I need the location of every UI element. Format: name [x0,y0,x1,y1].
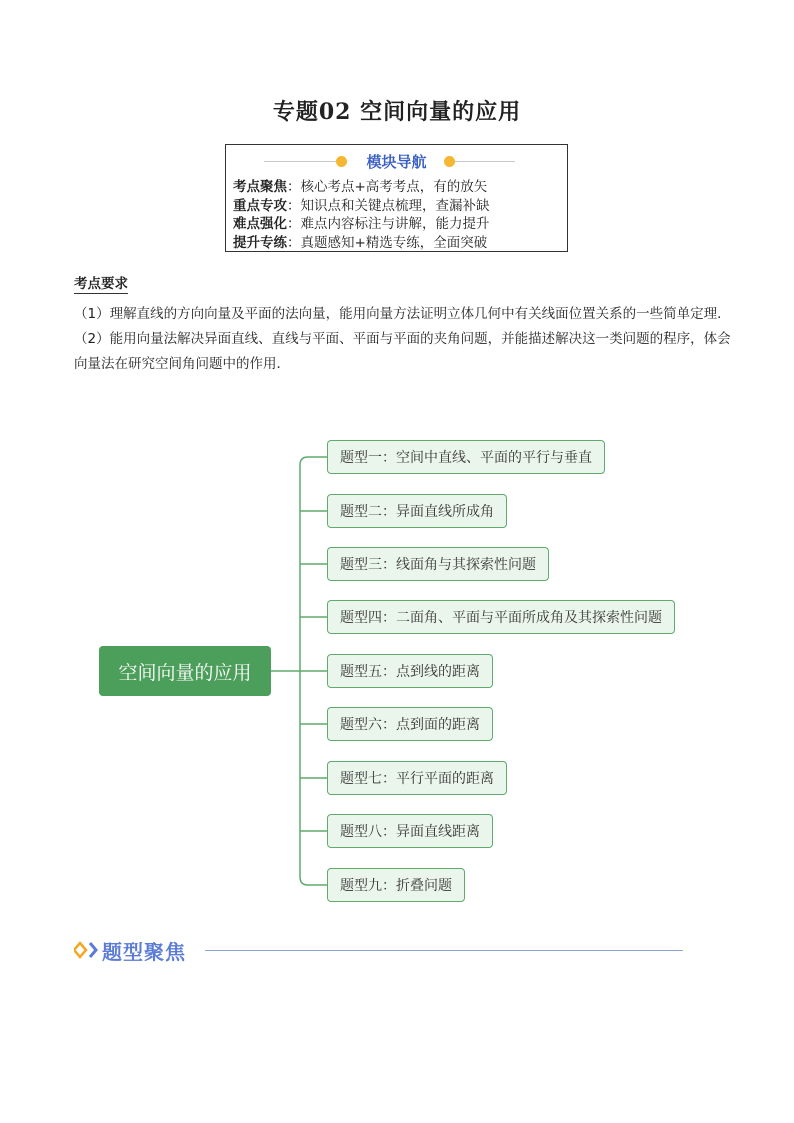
mindmap-branch: 题型八：异面直线距离 [327,814,493,848]
double-diamond-icon [74,940,100,960]
section-title: 题型聚焦 [102,939,186,964]
requirements-heading: 考点要求 [74,272,128,294]
mindmap-root: 空间向量的应用 [99,646,271,696]
mindmap-branch: 题型三：线面角与其探索性问题 [327,547,549,581]
requirement-item: （2）能用向量法解决异面直线、直线与平面、平面与平面的夹角问题，并能描述解决这一类问题的程序，体会向量法在研究空间角问题中的作用． [74,331,731,372]
nav-row-value: ：难点内容标注与讲解，能力提升 [287,216,490,232]
nav-row-key: 难点强化 [233,216,287,232]
section-rule [205,950,683,951]
mindmap-branch: 题型六：点到面的距离 [327,707,493,741]
mindmap-branch: 题型二：异面直线所成角 [327,494,507,528]
nav-row-value: ：知识点和关键点梳理，查漏补缺 [287,197,490,214]
nav-title: 模块导航 [366,153,427,171]
nav-row-key: 重点专攻 [233,197,287,214]
nav-row-key: 考点聚焦 [233,179,287,195]
nav-row-value: ：核心考点+高考考点，有的放矢 [287,179,488,195]
requirement-item: （1）理解直线的方向向量及平面的法向量，能用向量方法证明立体几何中有关线面位置关系的一些简单定理． [74,306,731,322]
nav-row-key: 提升专练 [233,234,287,251]
page-title: 专题02 空间向量的应用 [272,99,522,125]
mindmap-branch: 题型一：空间中直线、平面的平行与垂直 [327,440,605,474]
nav-row-value: ：真题感知+精选专练，全面突破 [287,234,488,251]
mindmap-branch: 题型四：二面角、平面与平面所成角及其探索性问题 [327,600,675,634]
mindmap-branch: 题型五：点到线的距离 [327,654,493,688]
mindmap-branch: 题型九：折叠问题 [327,868,465,902]
section-header [74,933,186,967]
mindmap-branch: 题型七：平行平面的距离 [327,761,507,795]
